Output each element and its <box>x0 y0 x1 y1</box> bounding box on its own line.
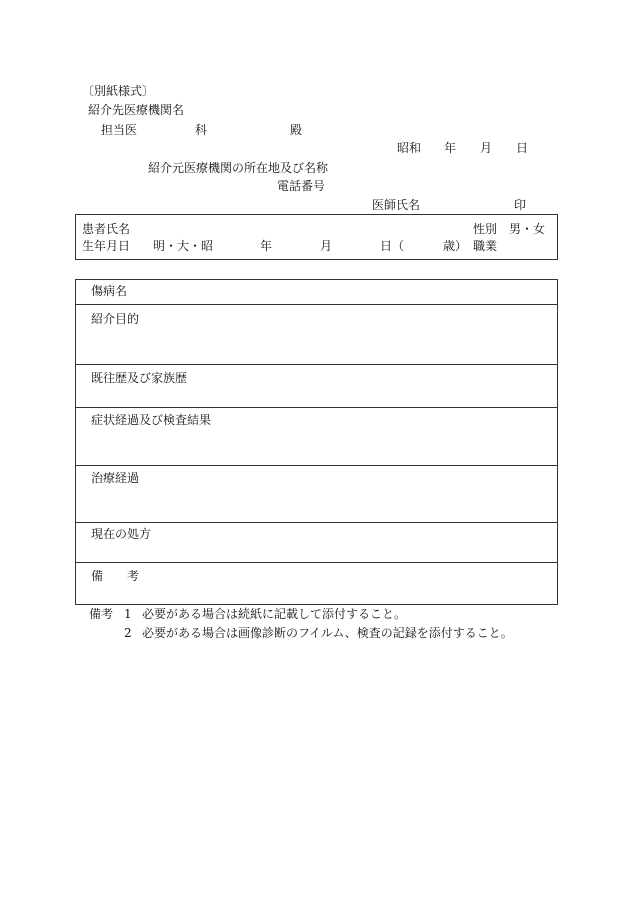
note-text: 必要がある場合は続紙に記載して添付すること。 <box>142 607 407 621</box>
divider <box>76 407 557 408</box>
divider <box>76 364 557 365</box>
prescription-label: 現在の処方 <box>91 527 152 541</box>
note-text: 必要がある場合は画像診断のフイルム、検査の記録を添付すること。 <box>142 626 513 640</box>
symptoms-label: 症状経過及び検査結果 <box>91 413 212 427</box>
birth-month: 月 <box>320 239 333 253</box>
sender-institution-label: 紹介元医療機関の所在地及び名称 <box>148 161 329 175</box>
notes-label: 備考 <box>89 607 114 621</box>
sex-options: 男・女 <box>509 222 546 236</box>
era-label: 昭和 <box>397 141 422 155</box>
department-label: 科 <box>195 123 208 137</box>
doctor-label: 担当医 <box>101 123 138 137</box>
treatment-label: 治療経過 <box>91 471 140 485</box>
birth-label: 生年月日 <box>82 239 131 253</box>
day-label: 日 <box>516 141 529 155</box>
referral-purpose-label: 紹介目的 <box>91 312 140 326</box>
occupation-label: 職業 <box>473 239 498 253</box>
diagnosis-label: 傷病名 <box>91 284 128 298</box>
clinical-info-box <box>75 279 558 605</box>
birth-year: 年 <box>260 239 273 253</box>
age-label: 歳） <box>443 239 468 253</box>
month-label: 月 <box>480 141 493 155</box>
divider <box>76 465 557 466</box>
divider <box>76 522 557 523</box>
year-label: 年 <box>444 141 457 155</box>
patient-name-label: 患者氏名 <box>82 222 131 236</box>
phone-label: 電話番号 <box>277 179 326 193</box>
patient-info-box <box>75 214 558 260</box>
divider <box>76 562 557 563</box>
birth-day: 日（ <box>380 239 405 253</box>
sex-label: 性別 <box>473 222 498 236</box>
physician-name-label: 医師氏名 <box>372 198 421 212</box>
history-label: 既往歴及び家族歴 <box>91 371 188 385</box>
form-label: 〔別紙様式〕 <box>82 84 155 98</box>
seal-label: 印 <box>514 198 527 212</box>
recipient-institution-label: 紹介先医療機関名 <box>88 103 185 117</box>
note-number: 2 <box>124 626 132 640</box>
note-number: 1 <box>124 607 132 621</box>
honorific-label: 殿 <box>290 123 303 137</box>
birth-era: 明・大・昭 <box>153 239 214 253</box>
divider <box>76 304 557 305</box>
remarks-label-b: 考 <box>127 569 140 583</box>
remarks-label-a: 備 <box>91 569 104 583</box>
